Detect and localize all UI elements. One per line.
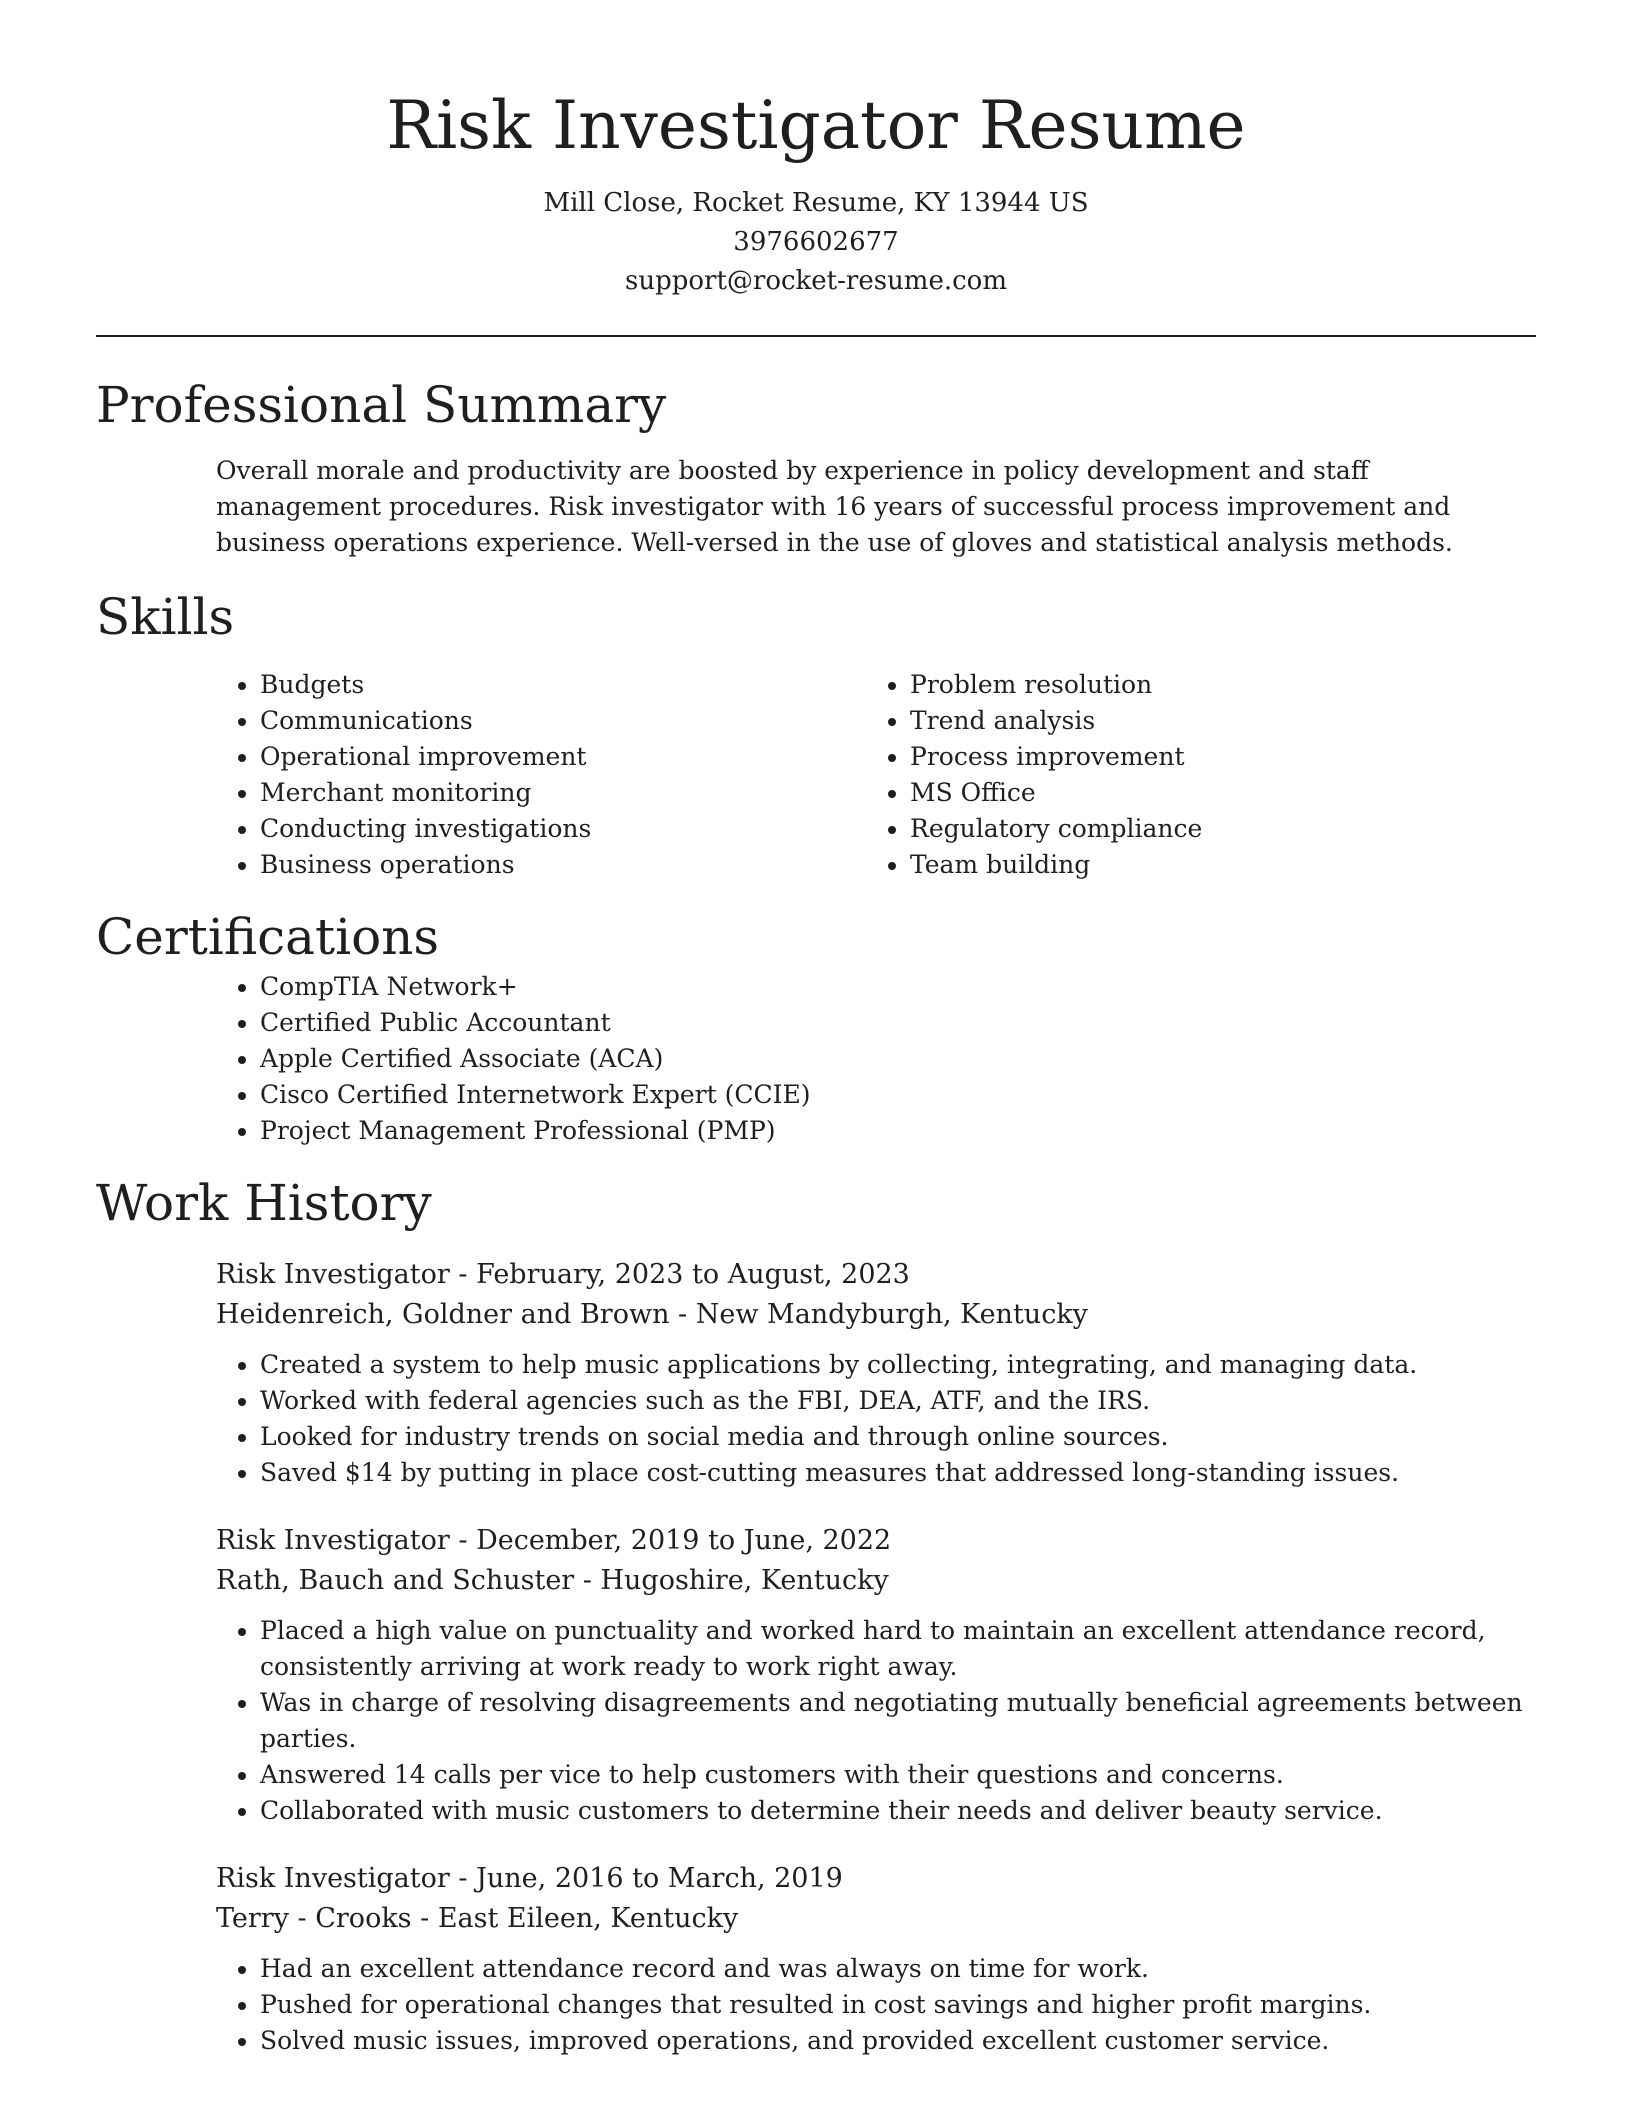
resume-page	[96, 0, 1536, 2059]
certification-item: • Apple Certified Associate (ACA)	[260, 1041, 1536, 1077]
job-bullet: • Was in charge of resolving disagreements and negotiating mutually beneficial agreements between parties.	[260, 1685, 1536, 1757]
job-company-location: Rath, Bauch and Schuster - Hugoshire, Kentucky	[216, 1565, 889, 1596]
resume-header	[96, 0, 1536, 301]
contact-phone: 3976602677	[733, 227, 899, 257]
job-bullet: • Looked for industry trends on social media and through online sources.	[260, 1419, 1536, 1455]
job-entry	[216, 1859, 1536, 2059]
skill-item: • Trend analysis	[910, 703, 1396, 739]
skill-item: • Operational improvement	[260, 739, 746, 775]
job-bullet: • Answered 14 calls per vice to help customers with their questions and concerns.	[260, 1757, 1536, 1793]
skill-item: • Conducting investigations	[260, 811, 746, 847]
skill-item: • Budgets	[260, 667, 746, 703]
job-title-dates: Risk Investigator - June, 2016 to March, 2019	[216, 1863, 843, 1894]
job-title-dates: Risk Investigator - February, 2023 to August, 2023	[216, 1259, 910, 1290]
job-title-dates: Risk Investigator - December, 2019 to June, 2022	[216, 1525, 892, 1556]
skills-list	[96, 667, 1536, 883]
certification-item: • Project Management Professional (PMP)	[260, 1113, 1536, 1149]
skill-item: • Merchant monitoring	[260, 775, 746, 811]
skill-item: • MS Office	[910, 775, 1396, 811]
header-divider	[96, 335, 1536, 337]
contact-email: support@rocket-resume.com	[624, 266, 1007, 296]
certification-item: • CompTIA Network+	[260, 969, 1536, 1005]
job-bullet: • Worked with federal agencies such as the FBI, DEA, ATF, and the IRS.	[260, 1383, 1536, 1419]
skill-item: • Regulatory compliance	[910, 811, 1396, 847]
job-entry	[216, 1521, 1536, 1829]
job-bullet: • Had an excellent attendance record and was always on time for work.	[260, 1951, 1536, 1987]
job-bullet: • Pushed for operational changes that resulted in cost savings and higher profit margins.	[260, 1987, 1536, 2023]
certification-item: • Certified Public Accountant	[260, 1005, 1536, 1041]
work-history-heading: Work History	[96, 1174, 432, 1232]
certifications-heading: Certifications	[96, 908, 440, 966]
job-bullets	[216, 1613, 1536, 1829]
skill-item: • Problem resolution	[910, 667, 1396, 703]
contact-info	[96, 184, 1536, 301]
job-bullet: • Placed a high value on punctuality and worked hard to maintain an excellent attendance record, consistently arriving at work ready to work right away.	[260, 1613, 1536, 1685]
job-bullet: • Solved music issues, improved operations, and provided excellent customer service.	[260, 2023, 1536, 2059]
skill-item: • Process improvement	[910, 739, 1396, 775]
skill-item: • Team building	[910, 847, 1396, 883]
skills-heading: Skills	[96, 588, 235, 646]
job-company-location: Heidenreich, Goldner and Brown - New Mandyburgh, Kentucky	[216, 1299, 1088, 1330]
certifications-list	[96, 969, 1536, 1149]
skills-column-right	[746, 667, 1396, 883]
summary-text: Overall morale and productivity are boosted by experience in policy development and staff management procedures. Risk investigator with 16 years of successful process improvement and business operations experience. Well-versed in the use of gloves and statistical analysis methods.	[216, 456, 1453, 557]
skills-column-left	[96, 667, 746, 883]
job-bullets	[216, 1347, 1536, 1491]
skill-item: • Communications	[260, 703, 746, 739]
job-bullet: • Created a system to help music applications by collecting, integrating, and managing data.	[260, 1347, 1536, 1383]
resume-title: Risk Investigator Resume	[386, 87, 1246, 164]
job-bullet: • Saved $14 by putting in place cost-cutting measures that addressed long-standing issues.	[260, 1455, 1536, 1491]
job-bullet: • Collaborated with music customers to determine their needs and deliver beauty service.	[260, 1793, 1536, 1829]
job-entry	[216, 1255, 1536, 1491]
job-company-location: Terry - Crooks - East Eileen, Kentucky	[216, 1903, 739, 1934]
skill-item: • Business operations	[260, 847, 746, 883]
contact-address: Mill Close, Rocket Resume, KY 13944 US	[543, 188, 1089, 218]
summary-heading: Professional Summary	[96, 376, 667, 434]
certification-item: • Cisco Certified Internetwork Expert (CCIE)	[260, 1077, 1536, 1113]
job-bullets	[216, 1951, 1536, 2059]
